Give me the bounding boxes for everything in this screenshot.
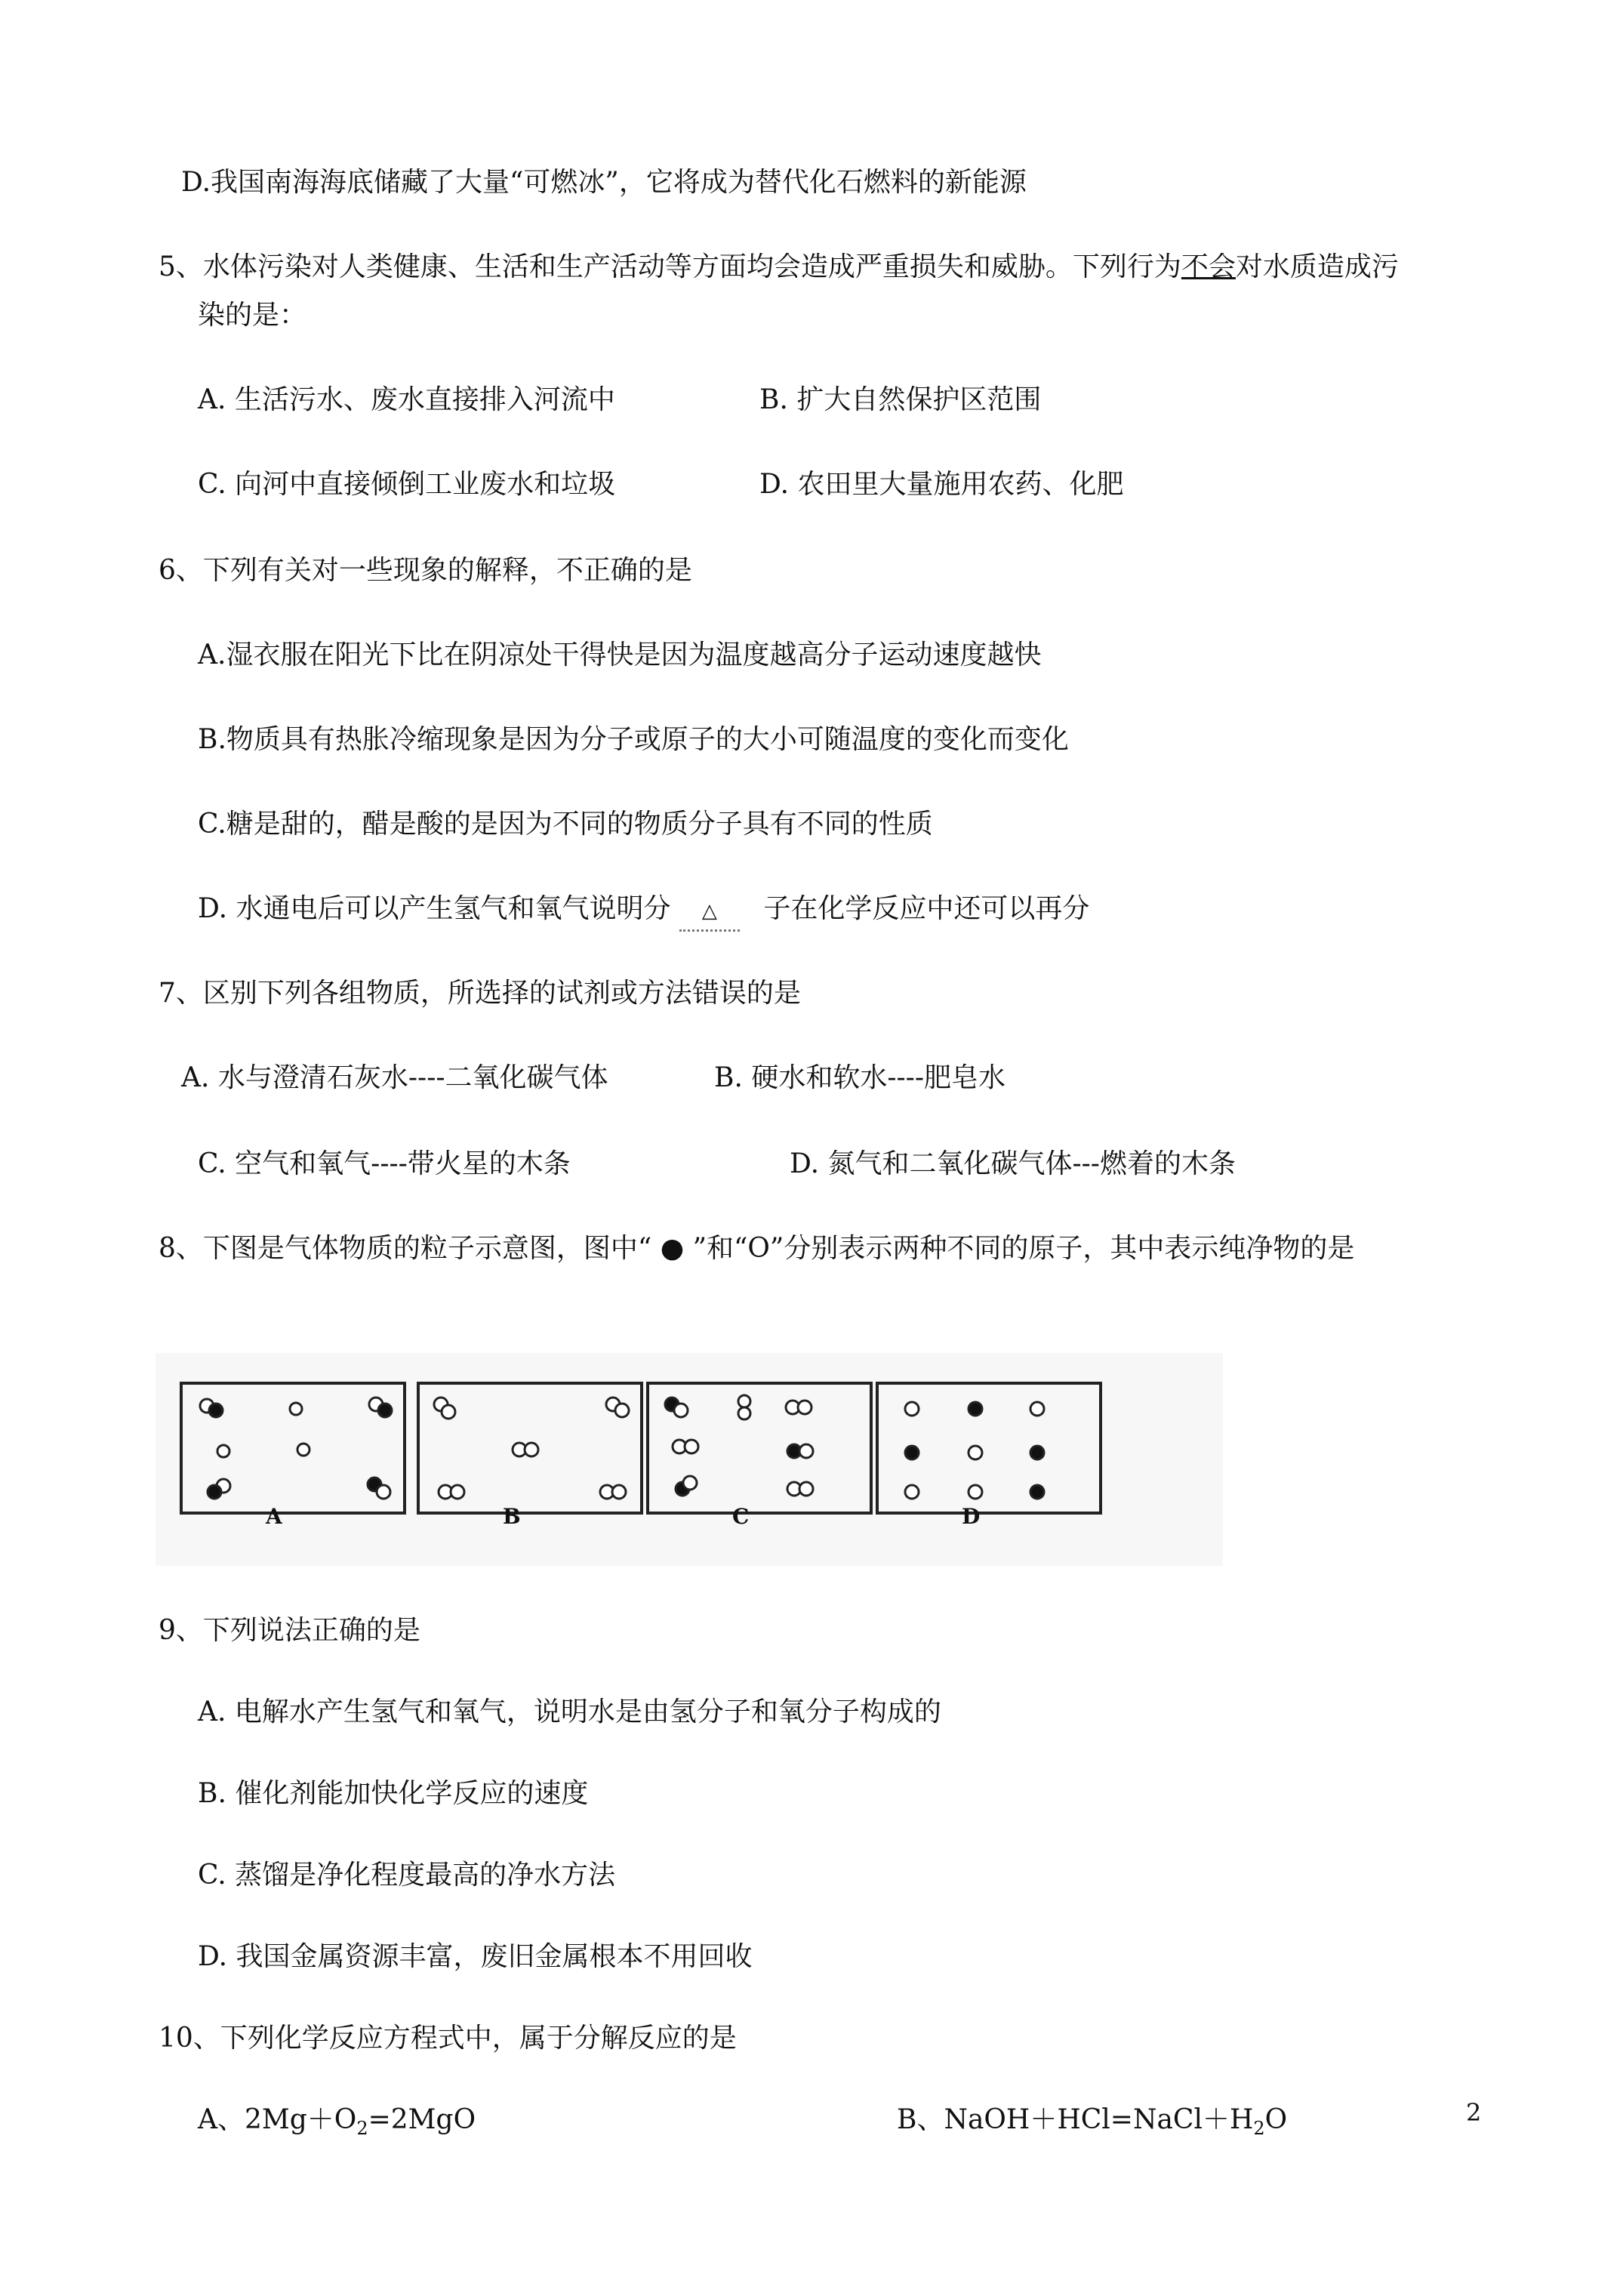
q10-option-b — [897, 2102, 1287, 2147]
q9-stem: 9、下列说法正确的是 — [159, 1615, 420, 1646]
q7-option-c: C. 空气和氧气----带火星的木条 — [198, 1148, 571, 1179]
page-number: 2 — [1466, 2098, 1482, 2127]
q10-option-b-part2: O — [1264, 2104, 1288, 2135]
figure-label-a: A — [266, 1504, 282, 1529]
particle-box-c — [646, 1382, 873, 1515]
q5-option-c: C. 向河中直接倾倒工业废水和垃圾 — [198, 469, 616, 500]
particle-box-c-graphic — [649, 1385, 870, 1512]
q6-option-c: C.糖是甜的，醋是酸的是因为不同的物质分子具有不同的性质 — [198, 809, 933, 840]
q5-option-a: A. 生活污水、废水直接排入河流中 — [198, 384, 615, 415]
q10-stem: 10、下列化学反应方程式中，属于分解反应的是 — [159, 2023, 737, 2054]
q6-option-a: A.湿衣服在阳光下比在阴凉处干得快是因为温度越高分子运动速度越快 — [198, 639, 1042, 670]
q10-option-a-part1: A、2Mg＋O — [198, 2104, 357, 2135]
q6-option-d — [198, 891, 1089, 932]
triangle-mark-icon: △ — [679, 893, 740, 932]
particle-box-a — [180, 1382, 406, 1515]
q7-stem: 7、区别下列各组物质，所选择的试剂或方法错误的是 — [159, 978, 801, 1009]
q5-stem-line1 — [159, 249, 1399, 285]
q9-option-a: A. 电解水产生氢气和氧气，说明水是由氢分子和氧分子构成的 — [198, 1697, 941, 1727]
q10-option-a — [198, 2102, 476, 2147]
q10-option-b-part1: B、NaOH＋HCl=NaCl＋H — [897, 2104, 1254, 2135]
q5-stem-text: 5、水体污染对人类健康、生活和生产活动等方面均会造成严重损失和威胁。下列行为 — [159, 251, 1181, 282]
figure-label-d: D — [962, 1504, 981, 1529]
figure-label-c: C — [732, 1504, 750, 1529]
particle-box-d — [876, 1382, 1102, 1515]
q9-option-b: B. 催化剂能加快化学反应的速度 — [198, 1778, 589, 1809]
particle-box-b — [417, 1382, 643, 1515]
q7-option-d: D. 氮气和二氧化碳气体---燃着的木条 — [790, 1148, 1236, 1179]
q9-option-c: C. 蒸馏是净化程度最高的净水方法 — [198, 1860, 616, 1891]
q5-stem-line2: 染的是： — [198, 300, 307, 331]
q5-underline-text: 不会 — [1181, 251, 1236, 282]
q10-option-a-subscript: 2 — [356, 2118, 368, 2139]
particle-box-a-graphic — [183, 1385, 403, 1512]
q9-option-d: D. 我国金属资源丰富，废旧金属根本不用回收 — [198, 1941, 753, 1972]
q7-option-b: B. 硬水和软水----肥皂水 — [714, 1062, 1006, 1093]
q6-option-d-part2: 子在化学反应中还可以再分 — [763, 893, 1090, 924]
q4-option-d: D.我国南海海底储藏了大量“可燃冰”，它将成为替代化石燃料的新能源 — [181, 167, 1027, 198]
q6-option-d-part1: D. 水通电后可以产生氢气和氧气说明分 — [198, 893, 671, 924]
q7-option-a: A. 水与澄清石灰水----二氧化碳气体 — [181, 1062, 608, 1093]
q8-stem: 8、下图是气体物质的粒子示意图，图中“ ● ”和“O”分别表示两种不同的原子，其中表示纯净物的是 — [159, 1233, 1355, 1264]
q10-option-a-part2: =2MgO — [368, 2104, 476, 2135]
particle-box-b-graphic — [420, 1385, 640, 1512]
q10-option-b-subscript: 2 — [1253, 2118, 1265, 2139]
q6-stem: 6、下列有关对一些现象的解释，不正确的是 — [159, 555, 692, 586]
figure-label-b: B — [503, 1504, 521, 1529]
particle-diagram-figure — [156, 1353, 1223, 1566]
q5-option-d: D. 农田里大量施用农药、化肥 — [759, 469, 1124, 500]
particle-box-d-graphic — [879, 1385, 1099, 1512]
q5-option-b: B. 扩大自然保护区范围 — [759, 384, 1042, 415]
q5-stem-end: 对水质造成污 — [1235, 251, 1399, 282]
q6-option-b: B.物质具有热胀冷缩现象是因为分子或原子的大小可随温度的变化而变化 — [198, 724, 1069, 755]
